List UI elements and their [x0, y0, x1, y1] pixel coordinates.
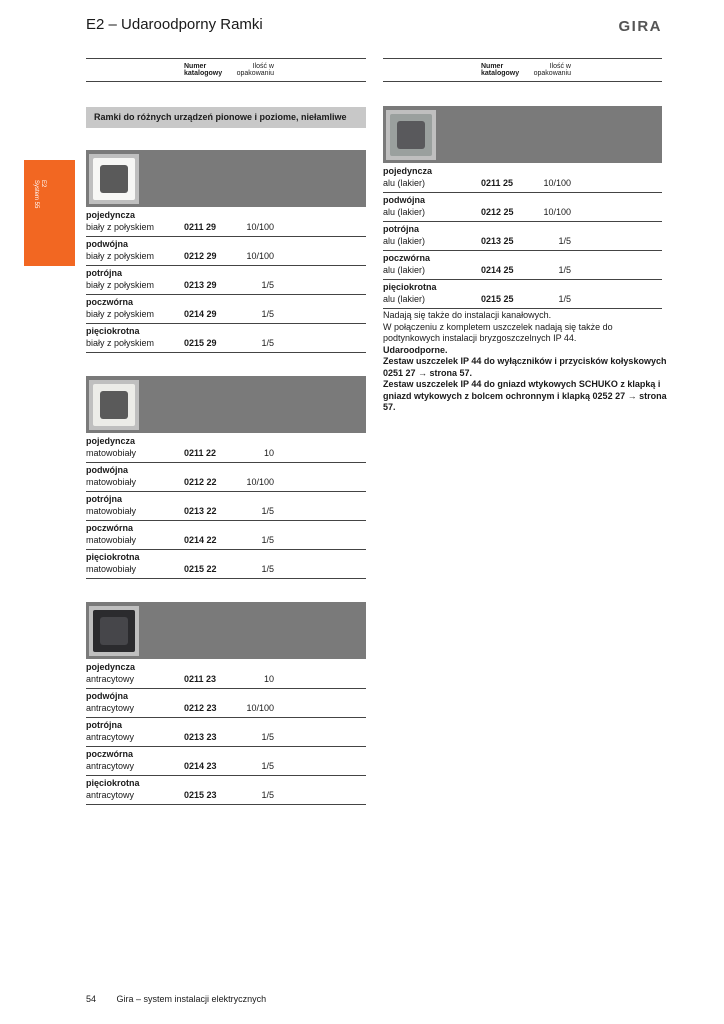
product-variant-name: potrójna — [86, 720, 122, 730]
product-variant-name: pojedyncza — [383, 166, 433, 176]
product-finish: matowobiały — [86, 477, 137, 487]
catalog-number: 0212 22 — [184, 477, 217, 487]
catalog-number: 0213 23 — [184, 732, 217, 742]
catalog-number: 0215 29 — [184, 338, 217, 348]
product-row — [86, 266, 366, 295]
package-qty: 10/100 — [246, 222, 274, 232]
product-image-band — [86, 376, 366, 433]
product-image-band — [86, 602, 366, 659]
product-variant-name: poczwórna — [86, 749, 134, 759]
catalog-number: 0211 22 — [184, 448, 217, 458]
frame-swatch-aluminium — [390, 114, 432, 156]
column-header-left — [86, 58, 366, 82]
catalog-number: 0214 29 — [184, 309, 217, 319]
product-finish: biały z połyskiem — [86, 309, 155, 319]
product-finish: antracytowy — [86, 761, 135, 771]
product-notes — [383, 310, 668, 414]
product-finish: biały z połyskiem — [86, 338, 155, 348]
product-row — [86, 434, 366, 463]
catalog-number: 0215 22 — [184, 564, 217, 574]
catalog-number: 0214 22 — [184, 535, 217, 545]
catalog-number: 0212 29 — [184, 251, 217, 261]
catalog-number-header: Numer katalogowy — [481, 63, 520, 77]
note-impact-resistant: Udaroodporne. — [383, 344, 448, 355]
frame-swatch-matte-white — [93, 384, 135, 426]
frame-opening — [397, 121, 425, 149]
product-finish: alu (lakier) — [383, 236, 426, 246]
package-qty: 1/5 — [261, 564, 274, 574]
catalog-number: 0212 25 — [481, 207, 514, 217]
catalog-number: 0212 23 — [184, 703, 217, 713]
frame-thumbnail — [89, 154, 139, 204]
product-variant-name: podwójna — [86, 239, 128, 249]
page-number: 54 — [86, 994, 97, 1004]
product-finish: matowobiały — [86, 564, 137, 574]
footer-text: Gira – system instalacji elektrycznych — [116, 994, 267, 1004]
product-list-aluminium — [383, 164, 662, 309]
product-row — [383, 164, 662, 193]
catalog-number: 0211 25 — [481, 178, 514, 188]
package-qty: 10/100 — [543, 207, 571, 217]
catalog-number: 0215 25 — [481, 294, 514, 304]
package-qty: 10/100 — [543, 178, 571, 188]
product-row — [86, 550, 366, 579]
product-finish: biały z połyskiem — [86, 222, 155, 232]
catalog-number: 0215 23 — [184, 790, 217, 800]
product-variant-name: pojedyncza — [86, 662, 136, 672]
package-qty: 1/5 — [261, 280, 274, 290]
note-seal-kit-sockets: Zestaw uszczelek IP 44 do gniazd wtykowych SCHUKO z klapką i gniazd wtykowych z bolcem ochronnym i klapką 0252 27 → strona 57. — [383, 379, 667, 412]
frame-thumbnail — [89, 380, 139, 430]
product-row — [86, 208, 366, 237]
product-finish: matowobiały — [86, 448, 137, 458]
package-qty: 1/5 — [261, 506, 274, 516]
package-qty: 10/100 — [246, 477, 274, 487]
product-variant-name: pięciokrotna — [86, 552, 140, 562]
column-header-right — [383, 58, 662, 82]
frame-opening — [100, 617, 128, 645]
product-variant-name: podwójna — [383, 195, 425, 205]
package-qty: 10 — [263, 674, 274, 684]
product-variant-name: poczwórna — [383, 253, 431, 263]
product-finish: alu (lakier) — [383, 265, 426, 275]
package-qty: 1/5 — [558, 294, 571, 304]
package-qty: 1/5 — [261, 761, 274, 771]
page-footer — [86, 994, 266, 1004]
product-list-anthracite — [86, 660, 366, 805]
product-row — [86, 463, 366, 492]
brand-logo: GIRA — [618, 18, 662, 35]
product-row — [86, 237, 366, 266]
frame-opening — [100, 165, 128, 193]
frame-thumbnail — [386, 110, 436, 160]
catalog-number: 0213 25 — [481, 236, 514, 246]
product-row — [86, 492, 366, 521]
package-qty: 1/5 — [261, 790, 274, 800]
package-qty-header: Ilość w opakowaniu — [533, 63, 571, 77]
product-finish: matowobiały — [86, 506, 137, 516]
catalog-number: 0213 22 — [184, 506, 217, 516]
product-image-band — [86, 150, 366, 207]
product-variant-name: poczwórna — [86, 297, 134, 307]
product-finish: alu (lakier) — [383, 178, 426, 188]
side-tab-text: E2 System 55 — [33, 180, 46, 209]
catalog-number: 0211 29 — [184, 222, 217, 232]
product-finish: alu (lakier) — [383, 207, 426, 217]
package-qty: 10/100 — [246, 703, 274, 713]
note-ip44: W połączeniu z kompletem uszczelek nadają się także do podtynkowych instalacji bryzgoszczelnych IP 44. — [383, 321, 613, 343]
product-row — [383, 280, 662, 309]
package-qty: 1/5 — [261, 732, 274, 742]
product-row — [86, 718, 366, 747]
product-row — [86, 689, 366, 718]
package-qty: 1/5 — [261, 338, 274, 348]
product-variant-name: potrójna — [383, 224, 419, 234]
product-finish: alu (lakier) — [383, 294, 426, 304]
side-tab — [24, 160, 75, 266]
package-qty: 1/5 — [558, 236, 571, 246]
catalog-number: 0211 23 — [184, 674, 217, 684]
product-finish: antracytowy — [86, 674, 135, 684]
product-variant-name: podwójna — [86, 465, 128, 475]
frame-swatch-white — [93, 158, 135, 200]
catalog-number: 0213 29 — [184, 280, 217, 290]
catalog-number-header: Numer katalogowy — [184, 63, 223, 77]
product-image-band — [383, 106, 662, 163]
product-variant-name: pięciokrotna — [86, 326, 140, 336]
product-finish: biały z połyskiem — [86, 251, 155, 261]
product-finish: antracytowy — [86, 732, 135, 742]
catalog-number: 0214 25 — [481, 265, 514, 275]
product-row — [383, 222, 662, 251]
product-row — [86, 660, 366, 689]
product-row — [86, 747, 366, 776]
product-finish: antracytowy — [86, 790, 135, 800]
product-variant-name: potrójna — [86, 268, 122, 278]
frame-thumbnail — [89, 606, 139, 656]
product-row — [86, 776, 366, 805]
product-variant-name: potrójna — [86, 494, 122, 504]
product-row — [383, 251, 662, 280]
page-title: E2 – Udaroodporny Ramki — [86, 16, 263, 33]
frame-swatch-anthracite — [93, 610, 135, 652]
product-variant-name: podwójna — [86, 691, 128, 701]
product-list-white — [86, 208, 366, 353]
package-qty: 10 — [263, 448, 274, 458]
product-finish: antracytowy — [86, 703, 135, 713]
package-qty: 10/100 — [246, 251, 274, 261]
product-variant-name: pięciokrotna — [383, 282, 437, 292]
package-qty: 1/5 — [558, 265, 571, 275]
catalog-number: 0214 23 — [184, 761, 217, 771]
section-label: Ramki do różnych urządzeń pionowe i poziome, niełamliwe — [86, 107, 366, 128]
note-seal-kit-switches: Zestaw uszczelek IP 44 do wyłączników i przycisków kołyskowych 0251 27 → strona 57. — [383, 356, 667, 378]
product-finish: matowobiały — [86, 535, 137, 545]
package-qty-header: Ilość w opakowaniu — [236, 63, 274, 77]
product-variant-name: pojedyncza — [86, 436, 136, 446]
product-finish: biały z połyskiem — [86, 280, 155, 290]
note-channel: Nadają się także do instalacji kanałowych. — [383, 310, 552, 320]
frame-opening — [100, 391, 128, 419]
product-list-matte-white — [86, 434, 366, 579]
product-row — [86, 324, 366, 353]
product-row — [86, 295, 366, 324]
product-row — [86, 521, 366, 550]
product-variant-name: pojedyncza — [86, 210, 136, 220]
product-variant-name: pięciokrotna — [86, 778, 140, 788]
package-qty: 1/5 — [261, 309, 274, 319]
product-variant-name: poczwórna — [86, 523, 134, 533]
product-row — [383, 193, 662, 222]
package-qty: 1/5 — [261, 535, 274, 545]
